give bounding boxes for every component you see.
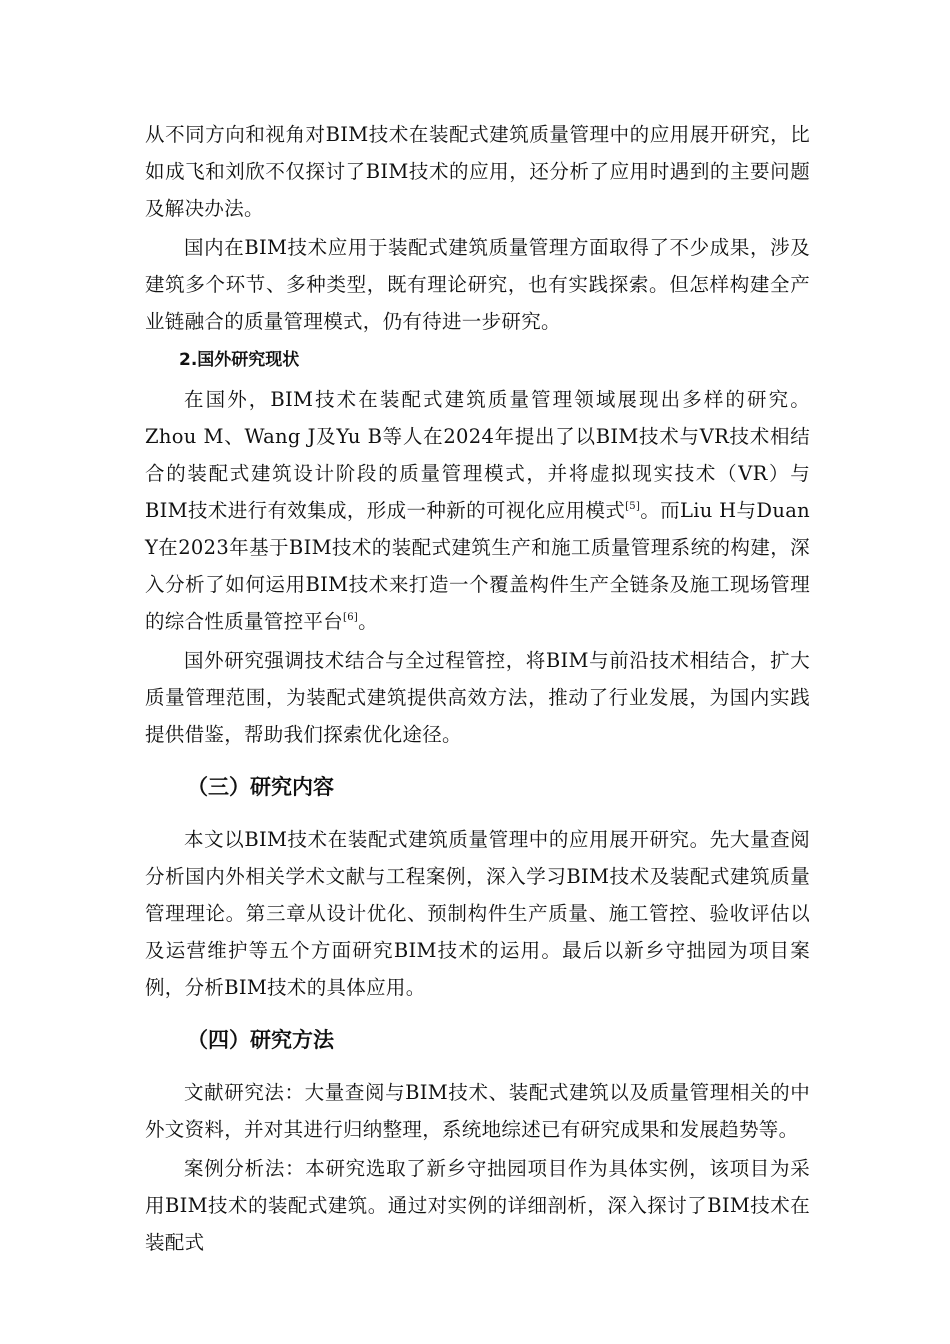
- paragraph-foreign-summary: [145, 642, 810, 753]
- paragraph-text: 国内在BIM技术应用于装配式建筑质量管理方面取得了不少成果，涉及建筑多个环节、多种类型，既有理论研究，也有实践探索。但怎样构建全产业链融合的质量管理模式，仍有待进一步研究。: [145, 236, 810, 333]
- paragraph-text: 文献研究法：大量查阅与BIM技术、装配式建筑以及质量管理相关的中外文资料，并对其进行归纳整理，系统地综述已有研究成果和发展趋势等。: [145, 1081, 810, 1141]
- heading-research-content: （三）研究内容: [187, 775, 334, 799]
- subheading-foreign-research-status: 2.国外研究现状: [179, 350, 300, 370]
- paragraph-domestic-research-continued: [145, 116, 810, 227]
- paragraph-text: 在国外，BIM技术在装配式建筑质量管理领域展现出多样的研究。Zhou M、Wang J及Yu B等人在2024年提出了以BIM技术与VR技术相结合的装配式建筑设计阶段的质量管理模式，并将虚拟现实技术（VR）与BIM技术进行有效集成，形成一种新的可视化应用模式: [145, 388, 810, 522]
- document-body: [145, 116, 810, 1263]
- citation-ref-6: [6]: [343, 612, 359, 623]
- paragraph-text: 本文以BIM技术在装配式建筑质量管理中的应用展开研究。先大量查阅分析国内外相关学术文献与工程案例，深入学习BIM技术及装配式建筑质量管理理论。第三章从设计优化、预制构件生产质量、施工管控、验收评估以及运营维护等五个方面研究BIM技术的运用。最后以新乡守拙园为项目案例，分析BIM技术的具体应用。: [145, 828, 810, 999]
- citation-ref-5: [5]: [625, 501, 641, 512]
- paragraph-text: 。: [358, 610, 378, 633]
- paragraph-literature-method: [145, 1074, 810, 1148]
- paragraph-text: 国外研究强调技术结合与全过程管控，将BIM与前沿技术相结合，扩大质量管理范围，为装配式建筑提供高效方法，推动了行业发展，为国内实践提供借鉴，帮助我们探索优化途径。: [145, 649, 810, 746]
- paragraph-domestic-summary: [145, 229, 810, 340]
- paragraph-text: 案例分析法：本研究选取了新乡守拙园项目作为具体实例，该项目为采用BIM技术的装配式建筑。通过对实例的详细剖析，深入探讨了BIM技术在装配式: [145, 1157, 810, 1254]
- paragraph-case-study-method: [145, 1150, 810, 1261]
- paragraph-foreign-research: [145, 381, 810, 640]
- heading-research-methods: （四）研究方法: [187, 1028, 334, 1052]
- paragraph-text: 。而Liu H与Duan Y在2023年基于BIM技术的装配式建筑生产和施工质量管理系统的构建，深入分析了如何运用BIM技术来打造一个覆盖构件生产全链条及施工现场管理的综合性质量管控平台: [145, 499, 810, 633]
- paragraph-research-content: [145, 821, 810, 1006]
- paragraph-text: 从不同方向和视角对BIM技术在装配式建筑质量管理中的应用展开研究，比如成飞和刘欣不仅探讨了BIM技术的应用，还分析了应用时遇到的主要问题及解决办法。: [145, 123, 810, 220]
